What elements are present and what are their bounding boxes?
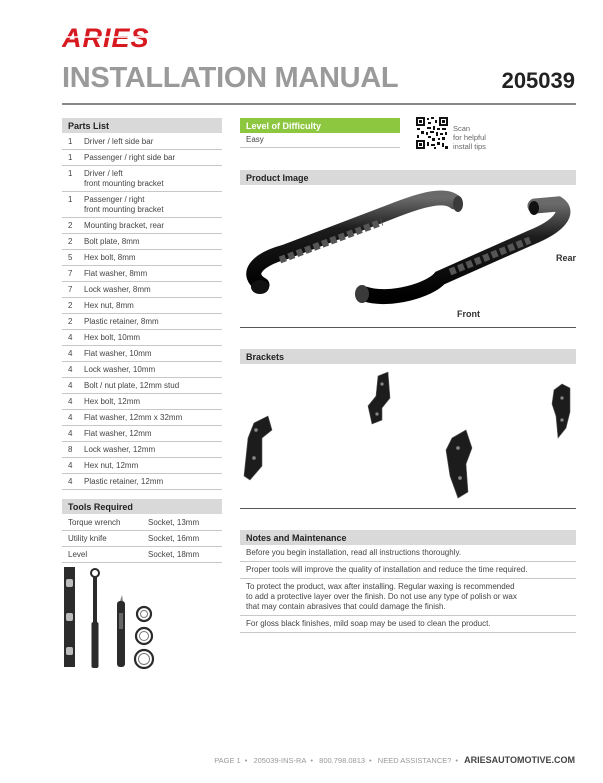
footer: PAGE 1 • 205039-INS-RA • 800.798.0813 • NEED ASSISTANCE? • ARIESAUTOMOTIVE.COM: [214, 755, 575, 765]
part-desc-line: Plastic retainer, 12mm: [84, 477, 164, 486]
brackets-illustration: [240, 368, 576, 503]
bracket-icon: [446, 430, 472, 498]
qr-code-icon: [416, 117, 448, 149]
parts-row: [62, 362, 222, 378]
part-desc: [84, 234, 222, 250]
parts-row: [62, 234, 222, 250]
bracket-icon: [368, 372, 390, 424]
part-number: 205039: [501, 68, 575, 93]
notes-list: [240, 545, 576, 633]
part-desc: [84, 362, 222, 378]
part-desc: [84, 394, 222, 410]
part-desc: [84, 442, 222, 458]
notes-heading: Notes and Maintenance: [240, 530, 576, 545]
part-desc-line: Flat washer, 12mm: [84, 429, 152, 438]
part-desc: [84, 266, 222, 282]
tool-cell: Socket, 13mm: [142, 515, 222, 531]
parts-list-heading: Parts List: [62, 118, 222, 133]
part-qty: 4: [62, 474, 84, 490]
part-qty: 5: [62, 250, 84, 266]
part-qty: 4: [62, 330, 84, 346]
product-image-heading: Product Image: [240, 170, 576, 185]
parts-row: [62, 282, 222, 298]
footer-website-link[interactable]: ARIESAUTOMOTIVE.COM: [464, 755, 575, 765]
note-line: For gloss black finishes, mild soap may be used to clean the product.: [246, 619, 491, 628]
qr-caption-line: install tips: [453, 142, 486, 151]
part-desc: [84, 346, 222, 362]
parts-list-table: [62, 134, 222, 490]
part-qty: 4: [62, 458, 84, 474]
parts-row: [62, 458, 222, 474]
part-desc: [84, 298, 222, 314]
bracket-icon: [552, 384, 570, 438]
product-image-illustration: [240, 190, 576, 320]
parts-row: [62, 314, 222, 330]
part-desc: [84, 282, 222, 298]
part-qty: 4: [62, 394, 84, 410]
part-desc-line: Hex bolt, 10mm: [84, 333, 141, 342]
part-desc: [84, 218, 222, 234]
part-qty: 1: [62, 192, 84, 218]
tools-row: [62, 547, 222, 563]
note-item: [240, 579, 576, 616]
part-desc-line: Bolt plate, 8mm: [84, 237, 140, 246]
part-desc-line: Driver / left: [84, 169, 123, 178]
footer-assistance: NEED ASSISTANCE?: [377, 756, 452, 765]
parts-row: [62, 218, 222, 234]
parts-row: [62, 250, 222, 266]
difficulty-heading: Level of Difficulty: [240, 118, 400, 133]
bracket-icon: [244, 416, 272, 480]
part-desc-line: Passenger / right: [84, 195, 145, 204]
header-rule: [62, 103, 576, 105]
part-qty: 2: [62, 234, 84, 250]
part-qty: 8: [62, 442, 84, 458]
parts-row: [62, 426, 222, 442]
part-desc-line: Lock washer, 8mm: [84, 285, 151, 294]
parts-row: [62, 394, 222, 410]
part-qty: 4: [62, 378, 84, 394]
tool-cell: Socket, 18mm: [142, 547, 222, 563]
footer-page: PAGE 1: [214, 756, 241, 765]
qr-caption-line: Scan: [453, 124, 471, 133]
part-qty: 7: [62, 266, 84, 282]
note-line: To protect the product, wax after installing. Regular waxing is recommended: [246, 582, 515, 591]
part-desc-line: Hex bolt, 12mm: [84, 397, 141, 406]
parts-row: [62, 378, 222, 394]
tools-illustration: [62, 565, 162, 670]
utility-knife-icon: [117, 595, 125, 667]
part-desc-line: Flat washer, 8mm: [84, 269, 148, 278]
footer-doc-number: 205039-INS-RA: [253, 756, 307, 765]
tools-row: [62, 515, 222, 531]
part-desc-line: Hex nut, 12mm: [84, 461, 139, 470]
part-qty: 2: [62, 218, 84, 234]
tool-cell: Level: [62, 547, 142, 563]
difficulty-value: Easy: [240, 133, 400, 148]
torque-wrench-icon: [91, 569, 99, 668]
parts-row: [62, 330, 222, 346]
part-qty: 1: [62, 166, 84, 192]
part-desc: [84, 378, 222, 394]
note-line: Proper tools will improve the quality of installation and reduce the time required.: [246, 565, 528, 574]
part-desc: [84, 426, 222, 442]
parts-row: [62, 298, 222, 314]
qr-caption-line: for helpful: [453, 133, 486, 142]
brackets-heading: Brackets: [240, 349, 576, 364]
part-desc-line: Bolt / nut plate, 12mm stud: [84, 381, 180, 390]
note-item: [240, 545, 576, 562]
part-qty: 7: [62, 282, 84, 298]
divider: [240, 327, 576, 328]
part-desc: [84, 458, 222, 474]
part-desc: [84, 166, 222, 192]
logo-text: ARIES: [62, 26, 150, 52]
parts-row: [62, 192, 222, 218]
part-desc: [84, 134, 222, 150]
footer-phone: 800.798.0813: [319, 756, 366, 765]
note-item: [240, 616, 576, 633]
part-qty: 4: [62, 362, 84, 378]
part-qty: 1: [62, 134, 84, 150]
parts-row: [62, 410, 222, 426]
part-desc-line: Hex nut, 8mm: [84, 301, 134, 310]
aries-logo: [62, 26, 212, 52]
part-desc: [84, 192, 222, 218]
part-desc-line: Lock washer, 10mm: [84, 365, 156, 374]
parts-row: [62, 134, 222, 150]
part-desc-line: front mounting bracket: [84, 179, 164, 188]
socket-icons: [135, 607, 153, 668]
note-line: that may contain abrasives that could damage the finish.: [246, 602, 446, 611]
tools-heading: Tools Required: [62, 499, 222, 514]
part-desc-line: Flat washer, 10mm: [84, 349, 152, 358]
part-desc-line: Lock washer, 12mm: [84, 445, 156, 454]
parts-row: [62, 266, 222, 282]
parts-row: [62, 346, 222, 362]
part-desc-line: Plastic retainer, 8mm: [84, 317, 159, 326]
part-qty: 1: [62, 150, 84, 166]
parts-row: [62, 166, 222, 192]
note-line: to add a protective layer over the finish. Do not use any type of polish or wax: [246, 592, 517, 601]
tool-cell: Socket, 16mm: [142, 531, 222, 547]
note-line: Before you begin installation, read all instructions thoroughly.: [246, 548, 462, 557]
parts-row: [62, 474, 222, 490]
part-desc-line: Passenger / right side bar: [84, 153, 176, 162]
part-desc-line: Driver / left side bar: [84, 137, 154, 146]
parts-row: [62, 442, 222, 458]
part-qty: 2: [62, 314, 84, 330]
part-desc-line: Hex bolt, 8mm: [84, 253, 136, 262]
part-desc: [84, 474, 222, 490]
part-desc-line: front mounting bracket: [84, 205, 164, 214]
part-desc: [84, 410, 222, 426]
part-desc: [84, 150, 222, 166]
tools-table: [62, 515, 222, 563]
part-desc-line: Mounting bracket, rear: [84, 221, 165, 230]
qr-caption: [453, 124, 513, 151]
tools-row: [62, 531, 222, 547]
tool-cell: Torque wrench: [62, 515, 142, 531]
part-desc: [84, 250, 222, 266]
note-item: [240, 562, 576, 579]
part-qty: 4: [62, 426, 84, 442]
part-qty: 2: [62, 298, 84, 314]
tool-cell: Utility knife: [62, 531, 142, 547]
page-title: INSTALLATION MANUAL: [62, 62, 399, 94]
level-icon: [64, 567, 75, 667]
parts-row: [62, 150, 222, 166]
label-front: Front: [457, 309, 480, 319]
part-desc: [84, 330, 222, 346]
divider: [240, 508, 576, 509]
part-qty: 4: [62, 346, 84, 362]
part-qty: 4: [62, 410, 84, 426]
part-desc: [84, 314, 222, 330]
part-desc-line: Flat washer, 12mm x 32mm: [84, 413, 183, 422]
label-rear: Rear: [556, 253, 577, 263]
